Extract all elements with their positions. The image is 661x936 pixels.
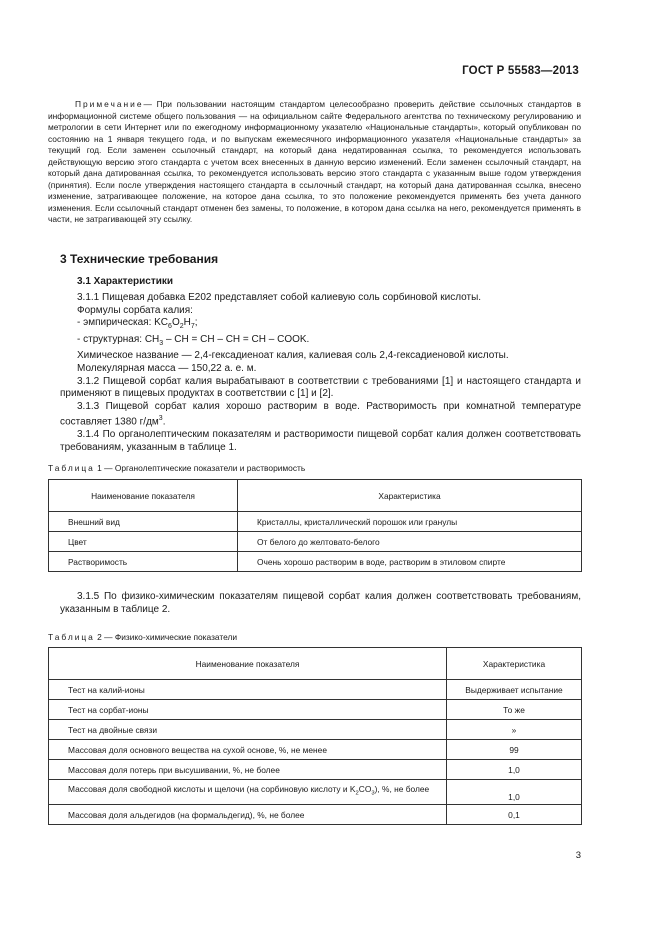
table-row: Массовая доля потерь при высушивании, %, не более 1,0: [49, 760, 582, 780]
table-row: Тест на калий-ионы Выдерживает испытание: [49, 680, 582, 700]
table-row: Массовая доля альдегидов (на формальдегид), %, не более 0,1: [49, 805, 582, 825]
structural-formula: - структурная: $CH_3$ – CH = CH – CH = CH – COOK.: [77, 333, 310, 347]
table-2-caption: Таблица 2 — Физико-химические показатели: [48, 632, 238, 642]
table-row: Массовая доля свободной кислоты и щелочи (на сорбиновую кислоту и $K_2CO_3$), %, не более 1,0: [49, 780, 582, 805]
section-3-1-body: [60, 292, 581, 454]
molecular-mass: Молекулярная масса — 150,22 а. е. м.: [77, 362, 257, 374]
section-3-1-5-body: [60, 591, 581, 616]
table-header-row: [49, 480, 582, 512]
paragraph-3-1-1: 3.1.1 Пищевая добавка Е202 представляет собой калиевую соль сорбиновой кислоты.: [77, 292, 482, 303]
table-row: Массовая доля основного вещества на сухой основе, %, не менее 99: [49, 740, 582, 760]
column-header-indicator: Наименование показателя: [49, 480, 238, 512]
table-row: Внешний вид Кристаллы, кристаллический порошок или гранулы: [49, 512, 582, 532]
page-number: 3: [575, 850, 581, 861]
paragraph-3-1-2: 3.1.2 Пищевой сорбат калия вырабатывают в соответствии с требованиями [1] и настоящего стандарта и применяют в пищевых продуктах в соответствии с [1] и [2].: [60, 375, 581, 400]
column-header-indicator: Наименование показателя: [49, 648, 447, 680]
subsection-3-1-heading: 3.1 Характеристики: [77, 276, 174, 287]
formulas-intro: Формулы сорбата калия:: [77, 304, 193, 316]
table-1-caption: Таблица 1 — Органолептические показатели и растворимость: [48, 463, 306, 473]
table-row: Цвет От белого до желтовато-белого: [49, 532, 582, 552]
table-header-row: [49, 648, 582, 680]
column-header-characteristic: Характеристика: [238, 480, 582, 512]
section-3-heading: 3 Технические требования: [60, 252, 219, 266]
table-1-organoleptic: [48, 479, 582, 572]
paragraph-3-1-3: 3.1.3 Пищевой сорбат калия хорошо растворим в воде. Растворимость при комнатной температуре составляет 1380 $г/дм^3$.: [60, 400, 581, 428]
paragraph-3-1-4: 3.1.4 По органолептическим показателям и растворимости пищевой сорбат калия должен соответствовать требованиям, указанным в таблице 1.: [60, 429, 581, 453]
column-header-characteristic: Характеристика: [447, 648, 582, 680]
table-row: Растворимость Очень хорошо растворим в воде, растворим в этиловом спирте: [49, 552, 582, 572]
table-row: Тест на сорбат-ионы То же: [49, 700, 582, 720]
paragraph-3-1-5: 3.1.5 По физико-химическим показателям пищевой сорбат калия должен соответствовать требованиям, указанным в таблице 2.: [60, 591, 581, 615]
note-label: Примечание: [75, 99, 144, 109]
document-id-header: ГОСТ Р 55583—2013: [462, 65, 579, 77]
table-2-physicochemical: [48, 647, 582, 825]
note-text: — При пользовании настоящим стандартом целесообразно проверить действие ссылочных стандартов в информационной системе общего пользования — на официальном сайте Федерального агентства по техническому регулированию и метрологии в сети Интернет или по ежегодному информационному указателю «Национальные стандарты», который опубликован по состоянию на 1 января текущего года, и по выпускам ежемесячного информационного указателя «Национальные стандарты» за текущий год. Если заменен ссылочный стандарт, на который дана недатированная ссылка, то рекомендуется использовать действующую версию этого стандарта с учетом всех внесенных в данную версию изменений. Если заменен ссылочный стандарт, на который дана датированная ссылка, то рекомендуется использовать версию этого стандарта с указанным выше годом утверждения (принятия). Если после утверждения настоящего стандарта в ссылочный стандарт, на который дана датированная ссылка, внесено изменение, затрагивающее положение, на которое дана ссылка, то это положение рекомендуется применять без учета данного изменения. Если ссылочный стандарт отменен без замены, то положение, в котором дана ссылка на него, рекомендуется применять в части, не затрагивающей эту ссылку.: [48, 99, 581, 224]
table-row: Тест на двойные связи »: [49, 720, 582, 740]
chemical-name: Химическое название — 2,4-гексадиеноат калия, калиевая соль 2,4-гексадиеновой кислоты.: [77, 350, 509, 362]
note-paragraph: [48, 99, 581, 226]
empirical-formula: - эмпирическая: $KC_6O_2H_7$;: [77, 317, 198, 331]
